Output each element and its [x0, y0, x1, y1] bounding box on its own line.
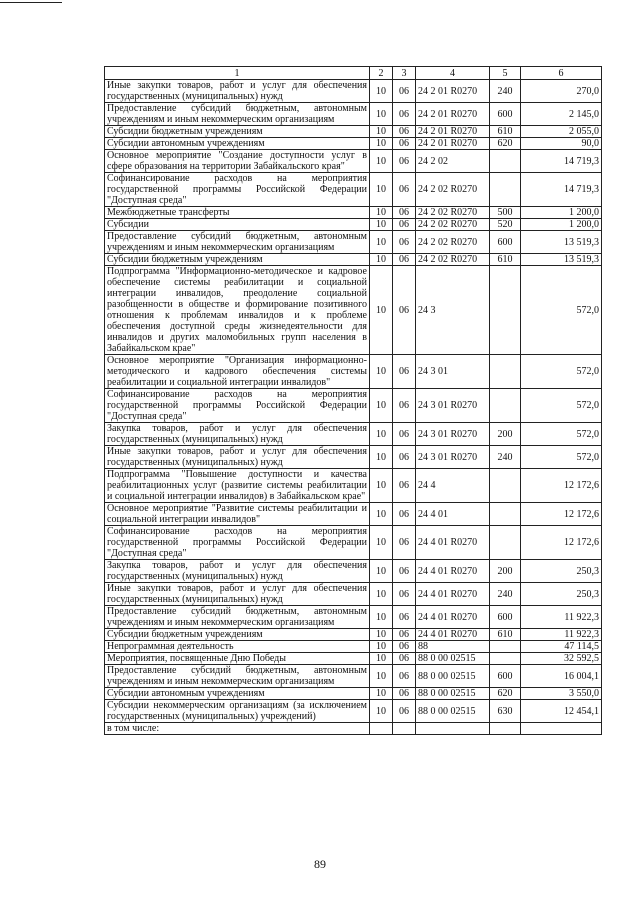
expense-name-cell: Субсидии автономным учреждениям — [105, 688, 370, 700]
table-row — [105, 723, 602, 735]
target-article-cell — [416, 723, 490, 735]
subsection-code-cell: 06 — [393, 266, 416, 355]
target-article-cell: 24 3 — [416, 266, 490, 355]
expense-type-cell: 600 — [490, 606, 521, 629]
expense-type-cell: 240 — [490, 446, 521, 469]
section-code-cell: 10 — [370, 700, 393, 723]
expense-name-cell: Непрограммная деятельность — [105, 641, 370, 653]
expense-type-cell: 240 — [490, 583, 521, 606]
table-row — [105, 389, 602, 423]
subsection-code-cell: 06 — [393, 126, 416, 138]
expense-name-cell: Предоставление субсидий бюджетным, автономным учреждениям и иным некоммерческим организациям — [105, 231, 370, 254]
section-code-cell: 10 — [370, 606, 393, 629]
amount-cell: 11 922,3 — [521, 606, 602, 629]
expense-name-cell: Иные закупки товаров, работ и услуг для обеспечения государственных (муниципальных) нужд — [105, 583, 370, 606]
expense-type-cell: 200 — [490, 560, 521, 583]
amount-cell: 14 719,3 — [521, 150, 602, 173]
subsection-code-cell — [393, 723, 416, 735]
header-cell: 4 — [416, 67, 490, 80]
expense-name-cell: Субсидии некоммерческим организациям (за исключением государственных (муниципальных) учреждений) — [105, 700, 370, 723]
expense-type-cell — [490, 173, 521, 207]
subsection-code-cell: 06 — [393, 583, 416, 606]
header-cell: 3 — [393, 67, 416, 80]
table-row — [105, 653, 602, 665]
section-code-cell: 10 — [370, 103, 393, 126]
expense-type-cell: 630 — [490, 700, 521, 723]
expense-type-cell: 600 — [490, 665, 521, 688]
expense-type-cell: 500 — [490, 207, 521, 219]
subsection-code-cell: 06 — [393, 423, 416, 446]
expense-name-cell: Софинансирование расходов на мероприятия государственной программы Российской Федерации "Доступная среда" — [105, 173, 370, 207]
table-row — [105, 469, 602, 503]
target-article-cell: 24 4 — [416, 469, 490, 503]
subsection-code-cell: 06 — [393, 219, 416, 231]
table-row — [105, 700, 602, 723]
amount-cell: 572,0 — [521, 355, 602, 389]
expense-name-cell: Предоставление субсидий бюджетным, автономным учреждениям и иным некоммерческим организациям — [105, 665, 370, 688]
section-code-cell: 10 — [370, 446, 393, 469]
target-article-cell: 24 3 01 — [416, 355, 490, 389]
amount-cell: 32 592,5 — [521, 653, 602, 665]
subsection-code-cell: 06 — [393, 103, 416, 126]
expense-type-cell: 520 — [490, 219, 521, 231]
expense-name-cell: Иные закупки товаров, работ и услуг для обеспечения государственных (муниципальных) нужд — [105, 446, 370, 469]
table-row — [105, 665, 602, 688]
table-row — [105, 423, 602, 446]
expense-name-cell: Подпрограмма "Информационно-методическое и кадровое обеспечение системы реабилитации и социальной интеграции инвалидов, преодоление социальной разобщенности в обществе и формирование позитивного отношения к проблемам инвалидов и к проблеме обеспечения доступной среды жизнедеятельности для инвалидов и других маломобильных групп населения в Забайкальском крае" — [105, 266, 370, 355]
subsection-code-cell: 06 — [393, 503, 416, 526]
subsection-code-cell: 06 — [393, 700, 416, 723]
amount-cell: 12 454,1 — [521, 700, 602, 723]
section-code-cell: 10 — [370, 583, 393, 606]
expense-type-cell — [490, 503, 521, 526]
table-row — [105, 126, 602, 138]
subsection-code-cell: 06 — [393, 560, 416, 583]
table-row — [105, 254, 602, 266]
expense-type-cell — [490, 641, 521, 653]
table-row — [105, 503, 602, 526]
amount-cell: 2 145,0 — [521, 103, 602, 126]
section-code-cell: 10 — [370, 629, 393, 641]
expense-name-cell: Иные закупки товаров, работ и услуг для обеспечения государственных (муниципальных) нужд — [105, 80, 370, 103]
target-article-cell: 24 4 01 R0270 — [416, 629, 490, 641]
subsection-code-cell: 06 — [393, 469, 416, 503]
table-row — [105, 355, 602, 389]
amount-cell: 2 055,0 — [521, 126, 602, 138]
expense-type-cell — [490, 266, 521, 355]
amount-cell: 16 004,1 — [521, 665, 602, 688]
expense-name-cell: Закупка товаров, работ и услуг для обеспечения государственных (муниципальных) нужд — [105, 423, 370, 446]
subsection-code-cell: 06 — [393, 138, 416, 150]
amount-cell: 572,0 — [521, 423, 602, 446]
header-cell: 2 — [370, 67, 393, 80]
table-row — [105, 173, 602, 207]
table-row — [105, 583, 602, 606]
table-row — [105, 231, 602, 254]
expense-name-cell: Подпрограмма "Повышение доступности и качества реабилитационных услуг (развитие системы реабилитации и социальной интеграции инвалидов) в Забайкальском крае" — [105, 469, 370, 503]
target-article-cell: 24 2 02 R0270 — [416, 254, 490, 266]
amount-cell: 13 519,3 — [521, 254, 602, 266]
expense-name-cell: Мероприятия, посвященные Дню Победы — [105, 653, 370, 665]
target-article-cell: 24 2 01 R0270 — [416, 80, 490, 103]
amount-cell: 11 922,3 — [521, 629, 602, 641]
subsection-code-cell: 06 — [393, 150, 416, 173]
section-code-cell: 10 — [370, 389, 393, 423]
subsection-code-cell: 06 — [393, 254, 416, 266]
subsection-code-cell: 06 — [393, 80, 416, 103]
target-article-cell: 24 4 01 R0270 — [416, 583, 490, 606]
target-article-cell: 24 3 01 R0270 — [416, 446, 490, 469]
table-row — [105, 266, 602, 355]
expense-name-cell: Субсидии бюджетным учреждениям — [105, 126, 370, 138]
table-row — [105, 103, 602, 126]
subsection-code-cell: 06 — [393, 446, 416, 469]
table-row — [105, 629, 602, 641]
amount-cell: 250,3 — [521, 583, 602, 606]
table-row — [105, 219, 602, 231]
subsection-code-cell: 06 — [393, 173, 416, 207]
table-row — [105, 526, 602, 560]
target-article-cell: 88 — [416, 641, 490, 653]
target-article-cell: 24 3 01 R0270 — [416, 423, 490, 446]
amount-cell: 572,0 — [521, 446, 602, 469]
section-code-cell: 10 — [370, 219, 393, 231]
expense-name-cell: Субсидии бюджетным учреждениям — [105, 629, 370, 641]
target-article-cell: 24 2 02 R0270 — [416, 173, 490, 207]
subsection-code-cell: 06 — [393, 231, 416, 254]
section-code-cell: 10 — [370, 126, 393, 138]
subsection-code-cell: 06 — [393, 207, 416, 219]
expense-name-cell: Предоставление субсидий бюджетным, автономным учреждениям и иным некоммерческим организациям — [105, 103, 370, 126]
table-row — [105, 138, 602, 150]
section-code-cell: 10 — [370, 688, 393, 700]
expense-name-cell: Субсидии бюджетным учреждениям — [105, 254, 370, 266]
table-row — [105, 80, 602, 103]
amount-cell: 3 550,0 — [521, 688, 602, 700]
amount-cell: 1 200,0 — [521, 207, 602, 219]
expense-name-cell: Основное мероприятие "Организация информационно-методического и кадрового обеспечения системы реабилитации и социальной интеграции инвалидов" — [105, 355, 370, 389]
expense-name-cell: Предоставление субсидий бюджетным, автономным учреждениям и иным некоммерческим организациям — [105, 606, 370, 629]
subsection-code-cell: 06 — [393, 629, 416, 641]
amount-cell: 12 172,6 — [521, 526, 602, 560]
expense-type-cell: 610 — [490, 629, 521, 641]
expense-name-cell: Софинансирование расходов на мероприятия государственной программы Российской Федерации "Доступная среда" — [105, 389, 370, 423]
target-article-cell: 24 2 02 R0270 — [416, 207, 490, 219]
expense-type-cell — [490, 469, 521, 503]
section-code-cell: 10 — [370, 653, 393, 665]
target-article-cell: 24 3 01 R0270 — [416, 389, 490, 423]
amount-cell: 250,3 — [521, 560, 602, 583]
section-code-cell: 10 — [370, 138, 393, 150]
expense-name-cell: в том числе: — [105, 723, 370, 735]
expense-type-cell: 600 — [490, 103, 521, 126]
table-row — [105, 641, 602, 653]
target-article-cell: 24 2 02 R0270 — [416, 231, 490, 254]
section-code-cell: 10 — [370, 641, 393, 653]
amount-cell: 14 719,3 — [521, 173, 602, 207]
expense-type-cell — [490, 526, 521, 560]
section-code-cell: 10 — [370, 423, 393, 446]
target-article-cell: 24 4 01 R0270 — [416, 526, 490, 560]
expense-name-cell: Основное мероприятие "Развитие системы реабилитации и социальной интеграции инвалидов" — [105, 503, 370, 526]
section-code-cell — [370, 723, 393, 735]
section-code-cell: 10 — [370, 665, 393, 688]
amount-cell: 12 172,6 — [521, 469, 602, 503]
target-article-cell: 24 2 02 R0270 — [416, 219, 490, 231]
amount-cell: 270,0 — [521, 80, 602, 103]
target-article-cell: 88 0 00 02515 — [416, 665, 490, 688]
amount-cell: 47 114,5 — [521, 641, 602, 653]
target-article-cell: 88 0 00 02515 — [416, 700, 490, 723]
section-code-cell: 10 — [370, 469, 393, 503]
subsection-code-cell: 06 — [393, 688, 416, 700]
amount-cell — [521, 723, 602, 735]
section-code-cell: 10 — [370, 266, 393, 355]
subsection-code-cell: 06 — [393, 355, 416, 389]
subsection-code-cell: 06 — [393, 641, 416, 653]
amount-cell: 1 200,0 — [521, 219, 602, 231]
header-cell: 1 — [105, 67, 370, 80]
target-article-cell: 24 4 01 R0270 — [416, 606, 490, 629]
section-code-cell: 10 — [370, 207, 393, 219]
table-row — [105, 446, 602, 469]
header-cell: 5 — [490, 67, 521, 80]
expense-name-cell: Межбюджетные трансферты — [105, 207, 370, 219]
section-code-cell: 10 — [370, 254, 393, 266]
table-row — [105, 560, 602, 583]
expense-name-cell: Основное мероприятие "Создание доступности услуг в сфере образования на территории Забайкальского края" — [105, 150, 370, 173]
section-code-cell: 10 — [370, 80, 393, 103]
expense-type-cell: 600 — [490, 231, 521, 254]
section-code-cell: 10 — [370, 231, 393, 254]
section-code-cell: 10 — [370, 503, 393, 526]
expense-name-cell: Субсидии — [105, 219, 370, 231]
amount-cell: 572,0 — [521, 389, 602, 423]
expense-type-cell: 240 — [490, 80, 521, 103]
subsection-code-cell: 06 — [393, 665, 416, 688]
expense-type-cell — [490, 150, 521, 173]
target-article-cell: 24 2 02 — [416, 150, 490, 173]
expense-type-cell — [490, 355, 521, 389]
expense-name-cell: Софинансирование расходов на мероприятия государственной программы Российской Федерации "Доступная среда" — [105, 526, 370, 560]
expense-type-cell: 620 — [490, 688, 521, 700]
top-rule — [0, 2, 62, 3]
target-article-cell: 24 2 01 R0270 — [416, 103, 490, 126]
budget-table — [104, 66, 602, 735]
amount-cell: 90,0 — [521, 138, 602, 150]
target-article-cell: 24 2 01 R0270 — [416, 126, 490, 138]
expense-type-cell: 610 — [490, 254, 521, 266]
table-row — [105, 688, 602, 700]
target-article-cell: 24 4 01 — [416, 503, 490, 526]
target-article-cell: 24 4 01 R0270 — [416, 560, 490, 583]
section-code-cell: 10 — [370, 173, 393, 207]
expense-name-cell: Закупка товаров, работ и услуг для обеспечения государственных (муниципальных) нужд — [105, 560, 370, 583]
amount-cell: 572,0 — [521, 266, 602, 355]
subsection-code-cell: 06 — [393, 389, 416, 423]
target-article-cell: 88 0 00 02515 — [416, 653, 490, 665]
expense-type-cell: 620 — [490, 138, 521, 150]
target-article-cell: 24 2 01 R0270 — [416, 138, 490, 150]
expense-type-cell: 200 — [490, 423, 521, 446]
amount-cell: 12 172,6 — [521, 503, 602, 526]
subsection-code-cell: 06 — [393, 653, 416, 665]
target-article-cell: 88 0 00 02515 — [416, 688, 490, 700]
subsection-code-cell: 06 — [393, 526, 416, 560]
header-cell: 6 — [521, 67, 602, 80]
section-code-cell: 10 — [370, 560, 393, 583]
amount-cell: 13 519,3 — [521, 231, 602, 254]
section-code-cell: 10 — [370, 526, 393, 560]
expense-type-cell — [490, 389, 521, 423]
expense-name-cell: Субсидии автономным учреждениям — [105, 138, 370, 150]
section-code-cell: 10 — [370, 150, 393, 173]
table-row — [105, 207, 602, 219]
expense-type-cell — [490, 653, 521, 665]
expense-type-cell: 610 — [490, 126, 521, 138]
header-row — [105, 67, 602, 80]
expense-type-cell — [490, 723, 521, 735]
section-code-cell: 10 — [370, 355, 393, 389]
table-row — [105, 150, 602, 173]
page-number: 89 — [314, 857, 326, 871]
table-row — [105, 606, 602, 629]
subsection-code-cell: 06 — [393, 606, 416, 629]
